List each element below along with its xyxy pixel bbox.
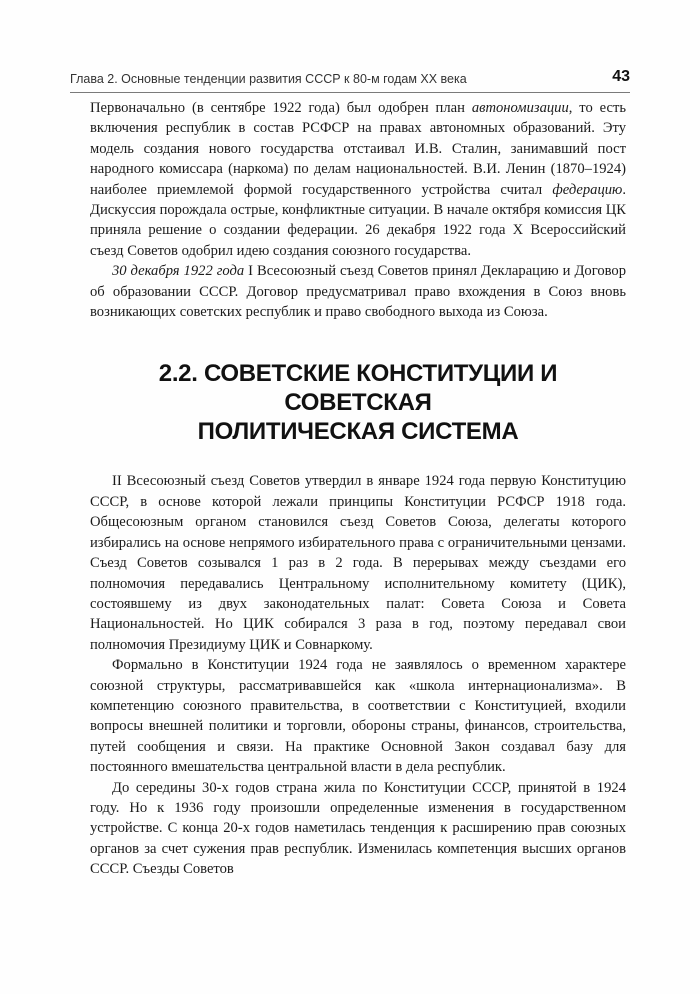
text-run: I Всесоюзный съезд Советов принял Декларацию и Договор об образовании СССР. Договор предусматривал право вхождения в Союз вновь возникающих советских республик и право свободного выхода из Союза. bbox=[90, 263, 627, 321]
text-run: , то есть включения республик в состав РСФСР на правах автономных образований. Эту модель создания нового государства отстаивал И.В. Сталин, занимавший пост народного комиссара (наркома) по делам национальностей. В.И. Ленин (1870–1924) наиболее приемлемой формой государственного устройства считал bbox=[90, 100, 626, 198]
running-head bbox=[70, 70, 630, 93]
paragraph-ussr-formation bbox=[90, 261, 626, 322]
paragraph-constitution-1924: II Всесоюзный съезд Советов утвердил в январе 1924 года первую Конституцию СССР, в основе которой лежали принципы Конституции РСФСР 1918 года. Общесоюзным органом становился съезд Советов Союза, делегаты которого избирались на основе непрямого избирательного права с ограничительными цензами. Съезд Советов созывался 1 раз в 2 года. В перерывах между съездами его полномочия передавались Центральному исполнительному комитету (ЦИК), состоявшему из двух законодательных палат: Совета Союза и Совета Национальностей. Но ЦИК собирался 3 раза в год, поэтому передавал свои полномочия Президиуму ЦИК и Совнаркому. bbox=[90, 473, 626, 653]
section-heading bbox=[90, 359, 626, 446]
italic-term-autonomization: автономизации bbox=[471, 100, 569, 116]
paragraph-until-mid-30s: До середины 30-х годов страна жила по Конституции СССР, принятой в 1924 году. Но к 1936 году произошли определенные изменения в государственном устройстве. С конца 20-х годов наметилась тенденция к расширению прав союзных органов за счет сужения прав республик. Изменилась компетенция высших органов СССР. Съезды Советов bbox=[90, 779, 626, 878]
text-run: Первоначально (в сентябре 1922 года) был одобрен план bbox=[90, 100, 472, 116]
paragraph-formal-structure: Формально в Конституции 1924 года не заявлялось о временном характере союзной структуры, рассматривавшейся как «школа интернационализма». В компетенцию союзного правительства, в соответствии с Конституцией, входили вопросы внешней политики и торговли, обороны страны, финансов, строительства, путей сообщения и связи. На практике Основной Закон создавал базу для постоянного вмешательства центральной власти в дела республик. bbox=[90, 657, 626, 776]
page-body-text bbox=[90, 98, 626, 880]
paragraph-autonomization bbox=[90, 98, 626, 261]
text-run: . Дискуссия порождала острые, конфликтные ситуации. В начале октября комиссия ЦК приняла решение о создании федерации. 26 декабря 1922 года X Всероссийский съезд Советов одобрил идею создания союзного государства. bbox=[90, 181, 626, 259]
italic-term-federation: федерацию bbox=[552, 181, 623, 198]
chapter-running-title: Глава 2. Основные тенденции развития СССР к 80-м годам XX века bbox=[70, 72, 467, 86]
italic-date: 30 декабря 1922 года bbox=[112, 263, 245, 280]
page-number: 43 bbox=[612, 68, 630, 85]
section-heading-line-1: 2.2. СОВЕТСКИЕ КОНСТИТУЦИИ И СОВЕТСКАЯ bbox=[158, 360, 558, 417]
section-heading-line-2: ПОЛИТИЧЕСКАЯ СИСТЕМА bbox=[197, 418, 519, 446]
